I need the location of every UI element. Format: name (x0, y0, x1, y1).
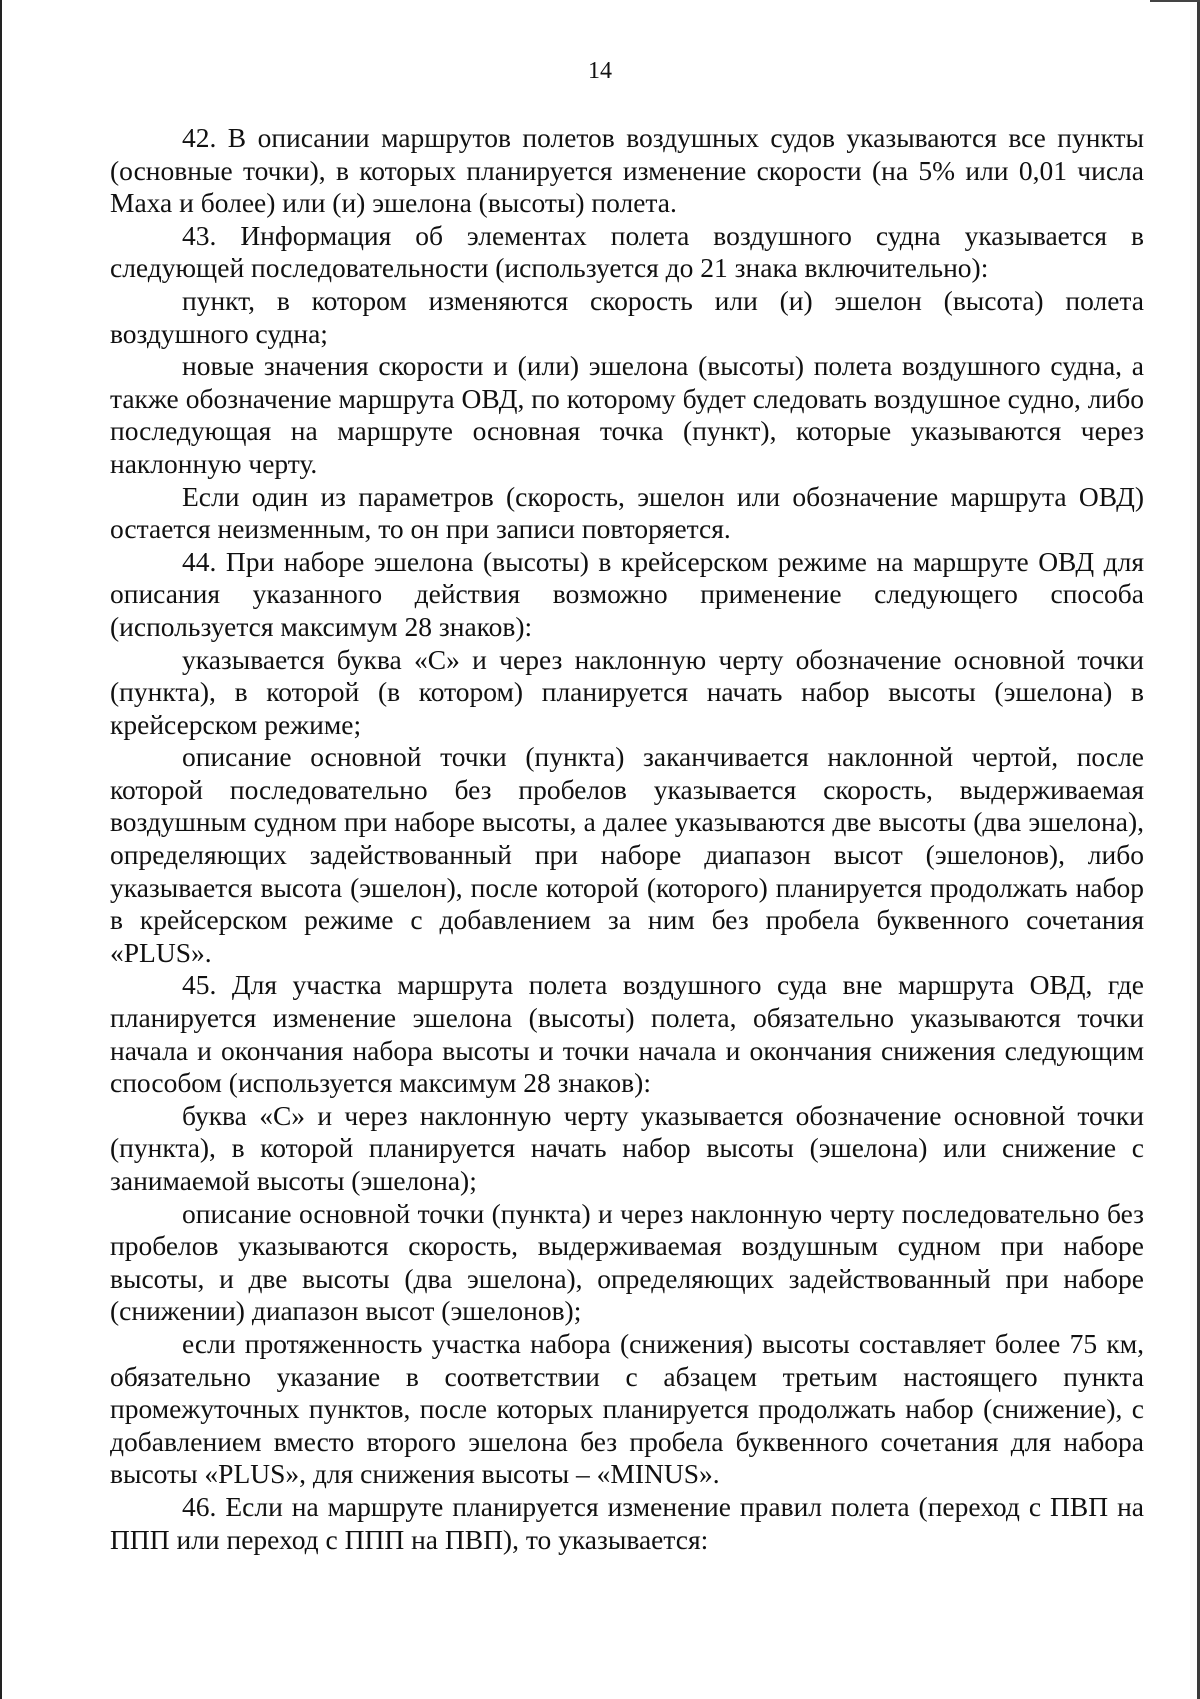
scan-edge-left (0, 0, 2, 1699)
paragraph-45-item-3: если протяженность участка набора (снижения) высоты составляет более 75 км, обязательно указание в соответствии с абзацем третьим настоящего пункта промежуточных пунктов, после которых планируется продолжать набор (снижение), с добавлением вместо второго эшелона без пробела буквенного сочетания для набора высоты «PLUS», для снижения высоты – «MINUS». (110, 1327, 1144, 1490)
paragraph-45-item-1: буква «С» и через наклонную черту указывается обозначение основной точки (пункта), в которой планируется начать набор высоты (эшелона) или снижение с занимаемой высоты (эшелона); (110, 1099, 1144, 1196)
paragraph-45-item-2: описание основной точки (пункта) и через наклонную черту последовательно без пробелов указываются скорость, выдерживаемая воздушным судном при наборе высоты, и две высоты (два эшелона), определяющих задействованный при наборе (снижении) диапазон высот (эшелонов); (110, 1197, 1144, 1327)
paragraph-43-item-2: новые значения скорости и (или) эшелона (высоты) полета воздушного судна, а также обозначение маршрута ОВД, по которому будет следовать воздушное судно, либо последующая на маршруте основная точка (пункт), которые указываются через наклонную черту. (110, 350, 1144, 479)
paragraph-45: 45. Для участка маршрута полета воздушного суда вне маршрута ОВД, где планируется изменение эшелона (высоты) полета, обязательно указываются точки начала и окончания набора высоты и точки начала и окончания снижения следующим способом (используется максимум 28 знаков): (110, 969, 1144, 1099)
paragraph-44-item-1: указывается буква «С» и через наклонную черту обозначение основной точки (пункта), в которой (в котором) планируется начать набор высоты (эшелона) в крейсерском режиме; (110, 643, 1144, 740)
paragraph-44-item-2: описание основной точки (пункта) заканчивается наклонной чертой, после которой последовательно без пробелов указывается скорость, выдерживаемая воздушным судном при наборе высоты, а далее указываются две высоты (два эшелона), определяющих задействованный при наборе диапазон высот (эшелонов), либо указывается высота (эшелон), после которой (которого) планируется продолжать набор в крейсерском режиме с добавлением за ним без пробела буквенного сочетания «PLUS». (110, 741, 1144, 968)
paragraph-42: 42. В описании маршрутов полетов воздушных судов указываются все пункты (основные точки), в которых планируется изменение скорости (на 5% или 0,01 числа Маха и более) или (и) эшелона (высоты) полета. (110, 122, 1144, 219)
paragraph-43-item-1: пункт, в котором изменяются скорость или (и) эшелон (высота) полета воздушного судна; (110, 284, 1144, 349)
paragraph-44: 44. При наборе эшелона (высоты) в крейсерском режиме на маршруте ОВД для описания указанного действия возможно применение следующего способа (используется максимум 28 знаков): (110, 545, 1144, 642)
paragraph-46: 46. Если на маршруте планируется изменение правил полета (переход с ПВП на ППП или переход с ППП на ПВП), то указывается: (110, 1490, 1144, 1555)
scan-edge-top (1150, 0, 1200, 2)
document-body (110, 122, 1144, 1556)
paragraph-43: 43. Информация об элементах полета воздушного судна указывается в следующей последовательности (используется до 21 знака включительно): (110, 219, 1144, 284)
page-number: 14 (588, 58, 612, 84)
paragraph-43-note: Если один из параметров (скорость, эшелон или обозначение маршрута ОВД) остается неизменным, то он при записи повторяется. (110, 480, 1144, 545)
